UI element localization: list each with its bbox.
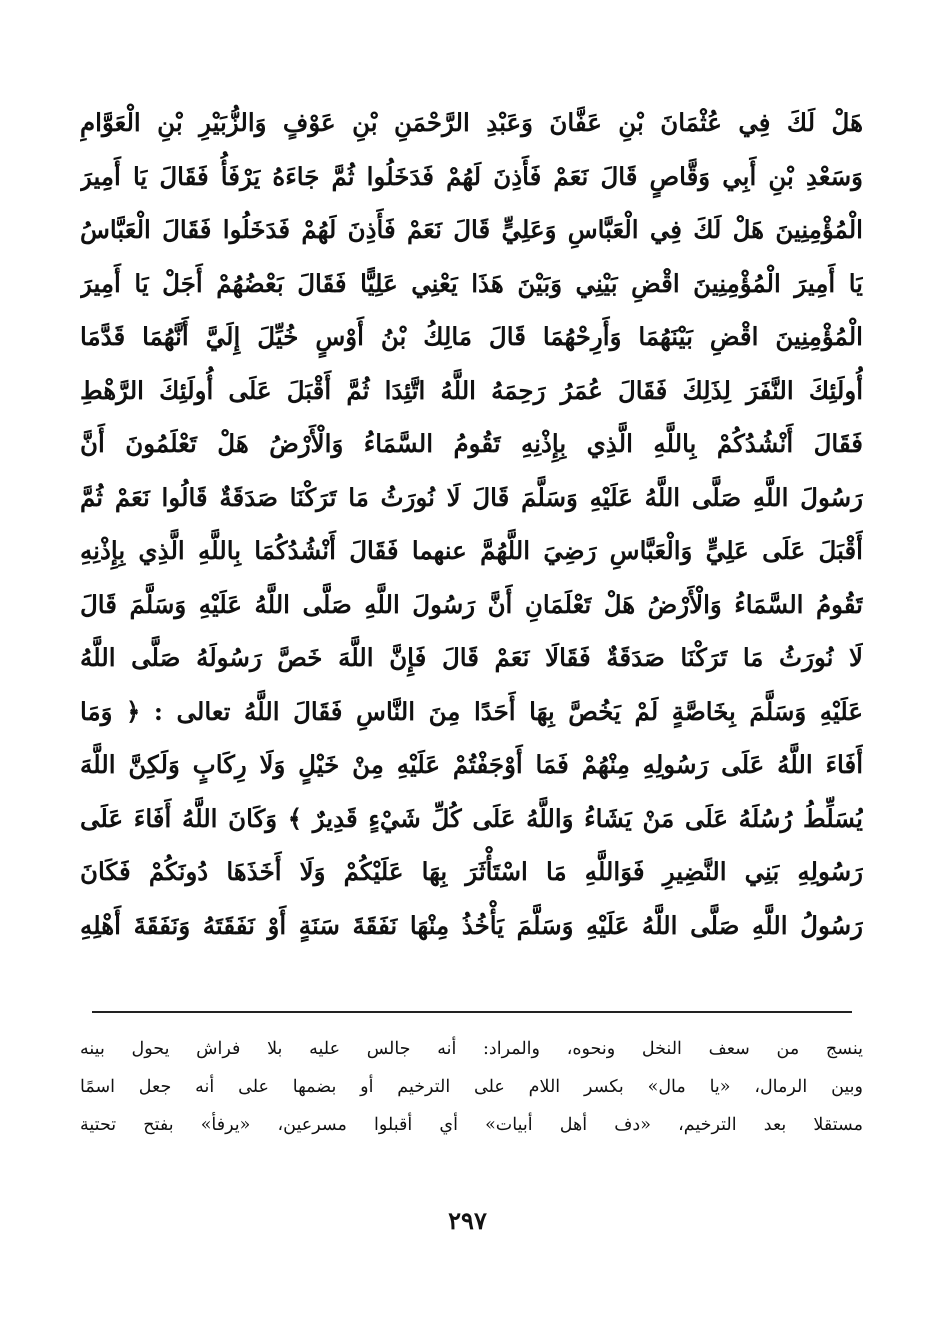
text-line: الْمُؤْمِنِينَ اقْضِ بَيْنَهُمَا وَأَرِحْهُمَا قَالَ مَالِكُ بْنُ أَوْسٍ خُيِّلَ إِلَيَّ أَنَّهُمَا قَدَّمَا <box>80 322 863 351</box>
text-line: يُسَلِّطُ رُسُلَهُ عَلَى مَنْ يَشَاءُ وَاللَّهُ عَلَى كُلِّ شَيْءٍ قَدِيرٌ ﴾ وَكَانَ اللَّهُ أَفَاءَ عَلَى <box>80 803 863 833</box>
text-line: تَقُومُ السَّمَاءُ وَالْأَرْضُ هَلْ تَعْلَمَانِ أَنَّ رَسُولَ اللَّهِ صَلَّى اللَّهُ عَلَيْهِ وَسَلَّمَ قَالَ <box>80 589 863 619</box>
text-line: رَسُولَ اللَّهِ صَلَّى اللَّهُ عَلَيْهِ وَسَلَّمَ قَالَ لَا نُورَثُ مَا تَرَكْنَا صَدَقَةٌ قَالُوا نَعَمْ ثُمَّ <box>80 482 863 512</box>
text-line: وَسَعْدِ بْنِ أَبِي وَقَّاصٍ قَالَ نَعَمْ فَأَذِنَ لَهُمْ فَدَخَلُوا ثُمَّ جَاءَهُ يَرْفَأُ فَقَالَ يَا أَمِيرَ <box>80 161 863 191</box>
main-text-block <box>80 96 863 952</box>
text-line: عَلَيْهِ وَسَلَّمَ بِخَاصَّةٍ لَمْ يَخُصَّ بِهَا أَحَدًا مِنَ النَّاسِ فَقَالَ اللَّهُ تعالى : ﴿ وَمَا <box>80 696 863 726</box>
text-line: لَا نُورَثُ مَا تَرَكْنَا صَدَقَةٌ فَقَالَا نَعَمْ قَالَ فَإِنَّ اللَّهَ خَصَّ رَسُولَهُ صَلَّى اللَّهُ <box>80 643 863 672</box>
text-line: أَفَاءَ اللَّهُ عَلَى رَسُولِهِ مِنْهُمْ فَمَا أَوْجَفْتُمْ عَلَيْهِ مِنْ خَيْلٍ وَلَا رِكَابٍ وَلَكِنَّ اللَّهَ <box>80 750 863 779</box>
text-line: فَقَالَ أَنْشُدُكُمْ بِاللَّهِ الَّذِي بِإِذْنِهِ تَقُومُ السَّمَاءُ وَالْأَرْضُ هَلْ تَعْلَمُونَ أَنَّ <box>80 429 863 458</box>
page-number: ٢٩٧ <box>448 1206 487 1235</box>
footnote-line: ينسج من سعف النخل ونحوه، والمراد: أنه جالس عليه بلا فراش يحول بينه <box>80 1039 863 1059</box>
text-line: الْمُؤْمِنِينَ هَلْ لَكَ فِي الْعَبَّاسِ وَعَلِيٍّ قَالَ نَعَمْ فَأَذِنَ لَهُمْ فَدَخَلُوا فَقَالَ الْعَبَّاسُ <box>80 215 863 244</box>
text-line: رَسُولُ اللَّهِ صَلَّى اللَّهُ عَلَيْهِ وَسَلَّمَ يَأْخُذُ مِنْهَا نَفَقَةَ سَنَةٍ أَوْ نَفَقَتَهُ وَنَفَقَةَ أَهْلِهِ <box>80 910 863 940</box>
text-line: هَلْ لَكَ فِي عُثْمَانَ بْنِ عَفَّانَ وَعَبْدِ الرَّحْمَنِ بْنِ عَوْفٍ وَالزُّبَيْرِ بْنِ الْعَوَّامِ <box>80 108 863 137</box>
text-line: أَقْبَلَ عَلَى عَلِيٍّ وَالْعَبَّاسِ رَضِيَ اللَّهُمَّ عنهما فَقَالَ أَنْشُدُكُمَا بِاللَّهِ الَّذِي بِإِذْنِهِ <box>80 536 863 565</box>
footnote-line: وبين الرمال، «يا مال» بكسر اللام على الترخيم أو بضمها على أنه جعل اسمًا <box>80 1077 863 1097</box>
footnote-line: مستقلا بعد الترخيم، «دف أهل أبيات» أي أقبلوا مسرعين، «يرفأ» بفتح تحتية <box>80 1115 863 1135</box>
text-line: أُولَئِكَ النَّفَرَ لِذَلِكَ فَقَالَ عُمَرُ رَحِمَهُ اللَّهُ اتَّئِدَا ثُمَّ أَقْبَلَ عَلَى أُولَئِكَ الرَّهْطِ <box>80 375 863 405</box>
text-line: رَسُولِهِ بَنِي النَّضِيرِ فَوَاللَّهِ مَا اسْتَأْثَرَ بِهَا عَلَيْكُمْ وَلَا أَخَذَهَا دُونَكُمْ فَكَانَ <box>80 857 863 886</box>
footnote-divider <box>92 1011 852 1013</box>
footnotes-block <box>80 1030 863 1144</box>
text-line: يَا أَمِيرَ الْمُؤْمِنِينَ اقْضِ بَيْنِي وَبَيْنَ هَذَا يَعْنِي عَلِيًّا فَقَالَ بَعْضُهُمْ أَجَلْ يَا أَمِيرَ <box>80 268 863 298</box>
